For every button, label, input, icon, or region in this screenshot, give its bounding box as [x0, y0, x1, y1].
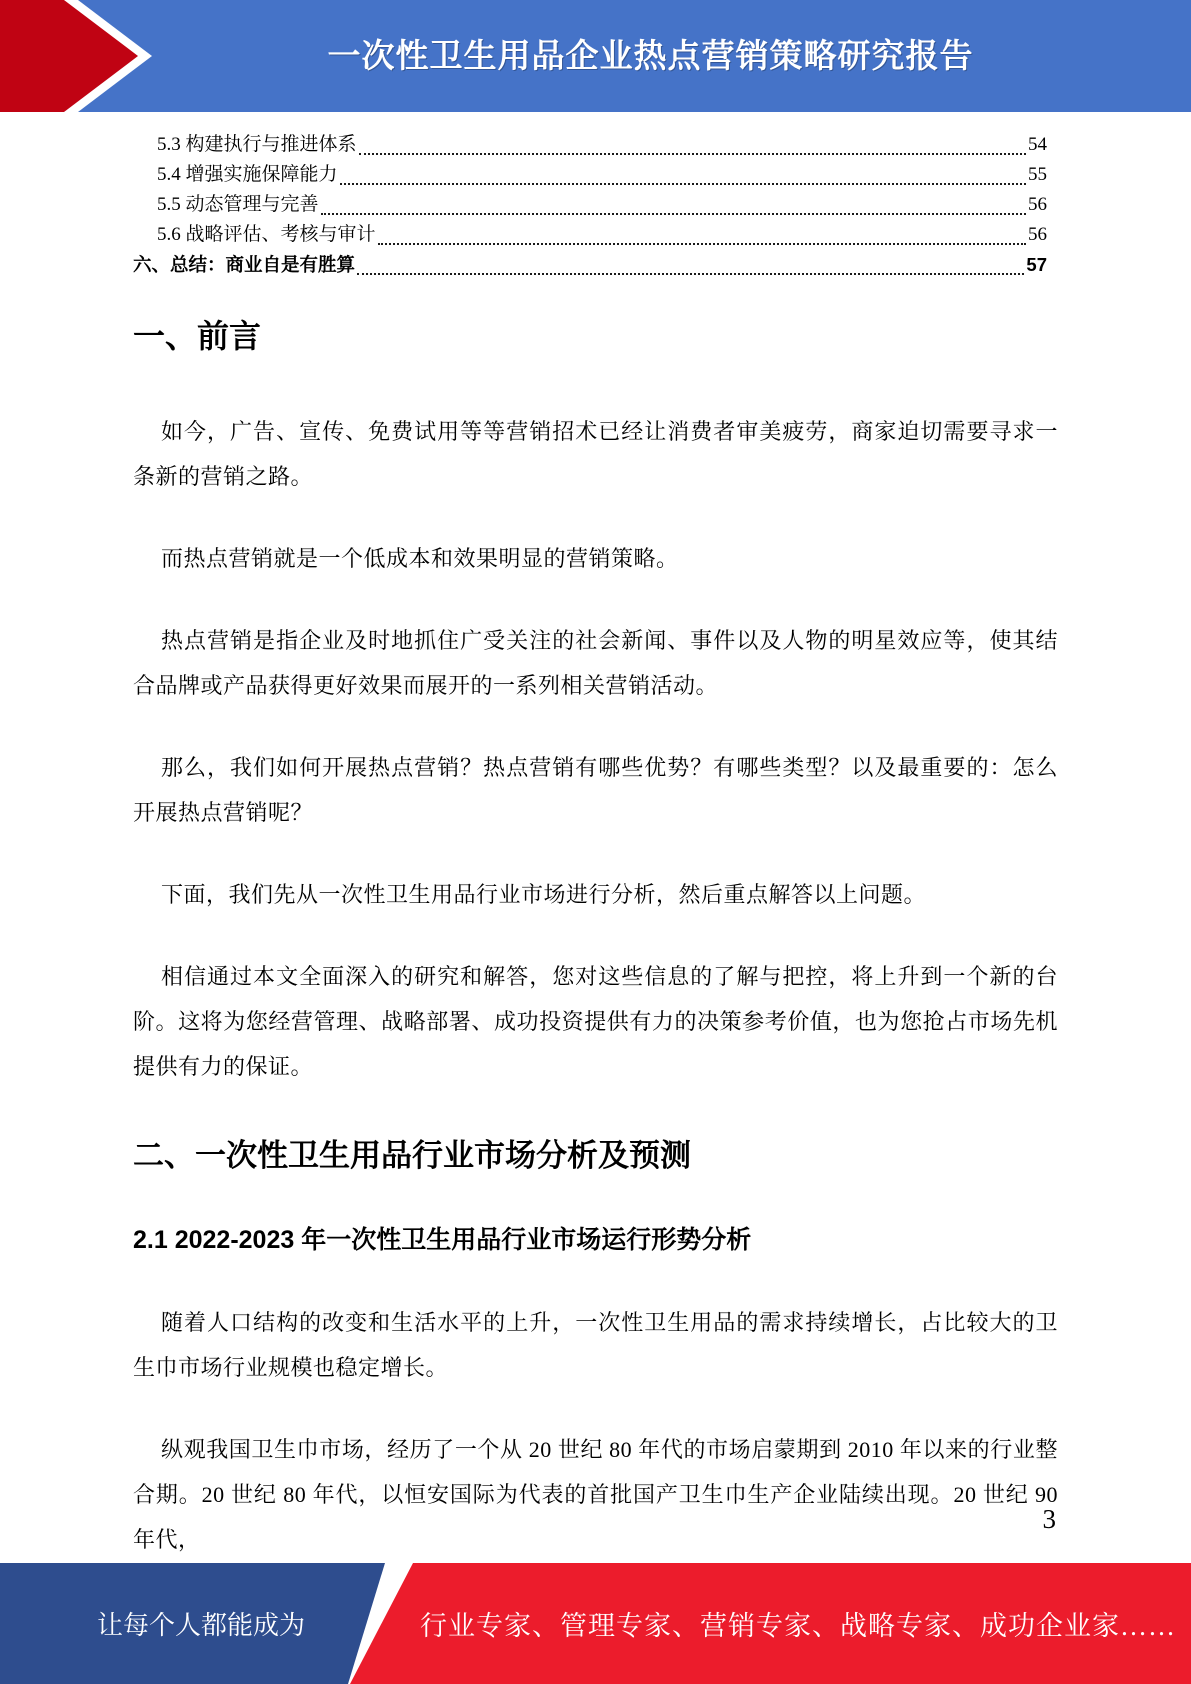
document-body — [0, 314, 1191, 1562]
footer-banner — [0, 1563, 1191, 1684]
toc-entry[interactable] — [133, 130, 1047, 160]
toc-entry-page: 55 — [1028, 164, 1047, 185]
body-paragraph: 热点营销是指企业及时地抓住广受关注的社会新闻、事件以及人物的明星效应等，使其结合品牌或产品获得更好效果而展开的一系列相关营销活动。 — [133, 628, 1058, 698]
toc-entry-label: 5.6 战略评估、考核与审计 — [157, 224, 376, 245]
toc-dot-leader — [378, 237, 1026, 245]
toc-entry-page: 56 — [1028, 224, 1047, 245]
footer-slogan-right: 行业专家、管理专家、营销专家、战略专家、成功企业家…… — [420, 1611, 1176, 1641]
toc-entry-label: 5.5 动态管理与完善 — [157, 194, 319, 215]
body-paragraph: 相信通过本文全面深入的研究和解答，您对这些信息的了解与把控，将上升到一个新的台阶。这将为您经营管理、战略部署、成功投资提供有力的决策参考价值，也为您抢占市场先机提供有力的保证。 — [133, 964, 1058, 1079]
toc-entry[interactable] — [133, 160, 1047, 190]
body-paragraph: 下面，我们先从一次性卫生用品行业市场进行分析，然后重点解答以上问题。 — [161, 882, 927, 907]
report-title: 一次性卫生用品企业热点营销策略研究报告 — [327, 36, 974, 74]
toc-dot-leader — [357, 267, 1024, 275]
toc-entry-page: 56 — [1028, 194, 1047, 215]
toc-entry[interactable] — [133, 220, 1047, 250]
subsection-heading-2-1: 2.1 2022-2023 年一次性卫生用品行业市场运行形势分析 — [133, 1226, 752, 1254]
page-number: 3 — [1042, 1504, 1056, 1534]
toc-dot-leader — [340, 177, 1026, 185]
body-paragraph: 随着人口结构的改变和生活水平的上升，一次性卫生用品的需求持续增长，占比较大的卫生巾市场行业规模也稳定增长。 — [133, 1310, 1058, 1380]
toc-dot-leader — [321, 207, 1026, 215]
toc-entry-page: 54 — [1028, 134, 1047, 155]
header-banner — [0, 0, 1191, 112]
body-paragraph: 那么，我们如何开展热点营销？热点营销有哪些优势？有哪些类型？以及最重要的：怎么开展热点营销呢？ — [133, 755, 1058, 825]
toc-entry-summary[interactable] — [133, 250, 1047, 280]
toc-entry-page: 57 — [1026, 254, 1047, 275]
table-of-contents — [0, 112, 1191, 280]
section-heading-foreword: 一、前言 — [133, 318, 262, 354]
toc-entry[interactable] — [133, 190, 1047, 220]
body-paragraph: 如今，广告、宣传、免费试用等等营销招术已经让消费者审美疲劳，商家迫切需要寻求一条新的营销之路。 — [133, 419, 1058, 489]
section-heading-market-analysis: 二、一次性卫生用品行业市场分析及预测 — [133, 1138, 691, 1173]
body-paragraph: 纵观我国卫生巾市场，经历了一个从 20 世纪 80 年代的市场启蒙期到 2010 年以来的行业整合期。20 世纪 80 年代，以恒安国际为代表的首批国产卫生巾生产企业陆续出现。20 世纪 90 年代， — [133, 1437, 1058, 1552]
toc-entry-label: 六、总结：商业自是有胜算 — [133, 254, 356, 275]
toc-dot-leader — [359, 147, 1026, 155]
toc-entry-label: 5.3 构建执行与推进体系 — [157, 134, 357, 155]
toc-entry-label: 5.4 增强实施保障能力 — [157, 164, 338, 185]
body-paragraph: 而热点营销就是一个低成本和效果明显的营销策略。 — [161, 546, 679, 571]
footer-slogan-left: 让每个人都能成为 — [96, 1611, 305, 1640]
